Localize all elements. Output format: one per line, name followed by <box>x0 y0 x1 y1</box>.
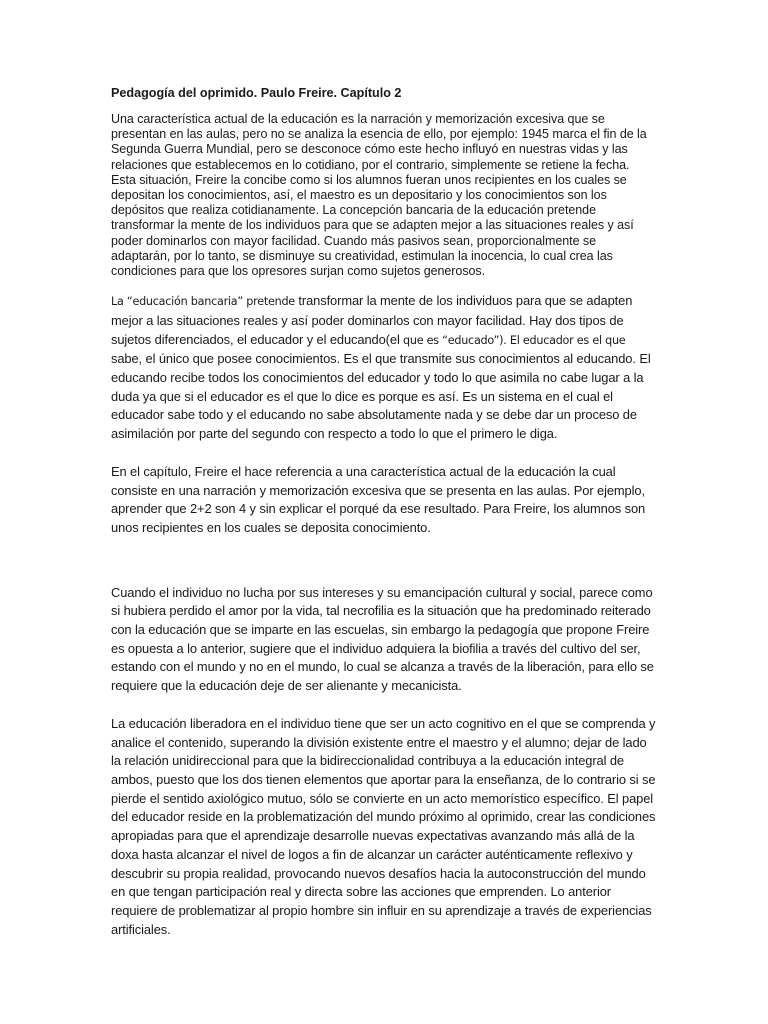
document-title: Pedagogía del oprimido. Paulo Freire. Capítulo 2 <box>111 86 402 100</box>
paragraph-segment: El educador es el que <box>506 333 626 347</box>
paragraph-segment: sabe, el único que posee conocimientos. Es el que transmite sus conocimientos al educando. El educando recibe todos los conocimientos del educador y todo lo que asimila no cabe lugar a la duda ya que si el educador es el que lo dice es porque es así. Es un sistema en el cual el educador sabe todo y el educando no sabe absolutamente nada y se debe dar un proceso de asimilación por parte del segundo con respecto a todo lo que el primero le diga. <box>111 351 651 442</box>
paragraph-educacion-liberadora: La educación liberadora en el individuo tiene que ser un acto cognitivo en el que se comprenda y analice el contenido, superando la división existente entre el maestro y el alumno; dejar de lado la relación unidireccional para que la bidireccionalidad contribuya a la educación integral de ambos, puesto que los dos tienen elementos que aportar para la enseñanza, de lo contrario si se pierde el sentido axiológico mutuo, sólo se convierte en un acto memorístico específico. El papel del educador reside en la problematización del mundo próximo al oprimido, crear las condiciones apropiadas para que el aprendizaje desarrolle nuevas expectativas avanzando más allá de la doxa hasta alcanzar el nivel de logos a fin de alcanzar un carácter auténticamente reflexivo y descubrir su propia realidad, provocando nuevos desafíos hacia la autoconstrucción del mundo en que tengan participación real y directa sobre las acciones que emprenden. Lo anterior requiere de problematizar al propio hombre sin influir en su aprendizaje a través de experiencias artificiales. <box>111 715 656 937</box>
document-page <box>111 86 657 939</box>
paragraph-biofilia: Cuando el individuo no lucha por sus intereses y su emancipación cultural y social, parece como si hubiera perdido el amor por la vida, tal necrofilia es la situación que ha predominado reiterado con la educación que se imparte en las escuelas, sin embargo la pedagogía que propone Freire es opuesta a lo anterior, sugiere que el individuo adquiera la biofilia a través del cultivo del ser, estando con el mundo y no en el mundo, lo cual se alcanza a través de la liberación, para ello se requiere que la educación deje de ser alienante y mecanicista. <box>111 584 654 694</box>
paragraph-segment: transformar la mente de los individuos para que se adapten mejor a las situaciones reales y así poder dominarlos con mayor facilidad. Hay dos tipos de sujetos diferenciados, el educador y el educando(el <box>111 293 633 347</box>
paragraph-segment: que es “educado”). <box>399 333 507 347</box>
paragraph-capitulo: En el capítulo, Freire el hace referencia a una característica actual de la educación la cual consiste en una narración y memorización excesiva que se presenta en las aulas. Por ejemplo, aprender que 2+2 son 4 y sin explicar el porqué da ese resultado. Para Freire, los alumnos son unos recipientes en los cuales se deposita conocimiento. <box>111 463 646 535</box>
paragraph-educacion-bancaria <box>111 292 657 444</box>
paragraph-segment: La “educación bancaria” pretende <box>111 295 295 309</box>
paragraph-intro: Una característica actual de la educación es la narración y memorización excesiva que se presentan en las aulas, pero no se analiza la esencia de ello, por ejemplo: 1945 marca el fin de la Segunda Guerra Mundial, pero se desconoce cómo este hecho influyó en nuestras vidas y las relaciones que establecemos en lo cotidiano, por el contrario, simplemente se retiene la fecha. Esta situación, Freire la concibe como si los alumnos fueran unos recipientes en los cuales se depositan los conocimientos, así, el maestro es un depositario y los conocimientos son los depósitos que realiza cotidianamente. La concepción bancaria de la educación pretende transformar la mente de los individuos para que se adapten mejor a las situaciones reales y así poder dominarlos con mayor facilidad. Cuando más pasivos sean, proporcionalmente se adaptarán, por lo tanto, se disminuye su creatividad, estimulan la inocencia, lo cual crea las condiciones para que los opresores surjan como sujetos generosos. <box>111 112 647 279</box>
